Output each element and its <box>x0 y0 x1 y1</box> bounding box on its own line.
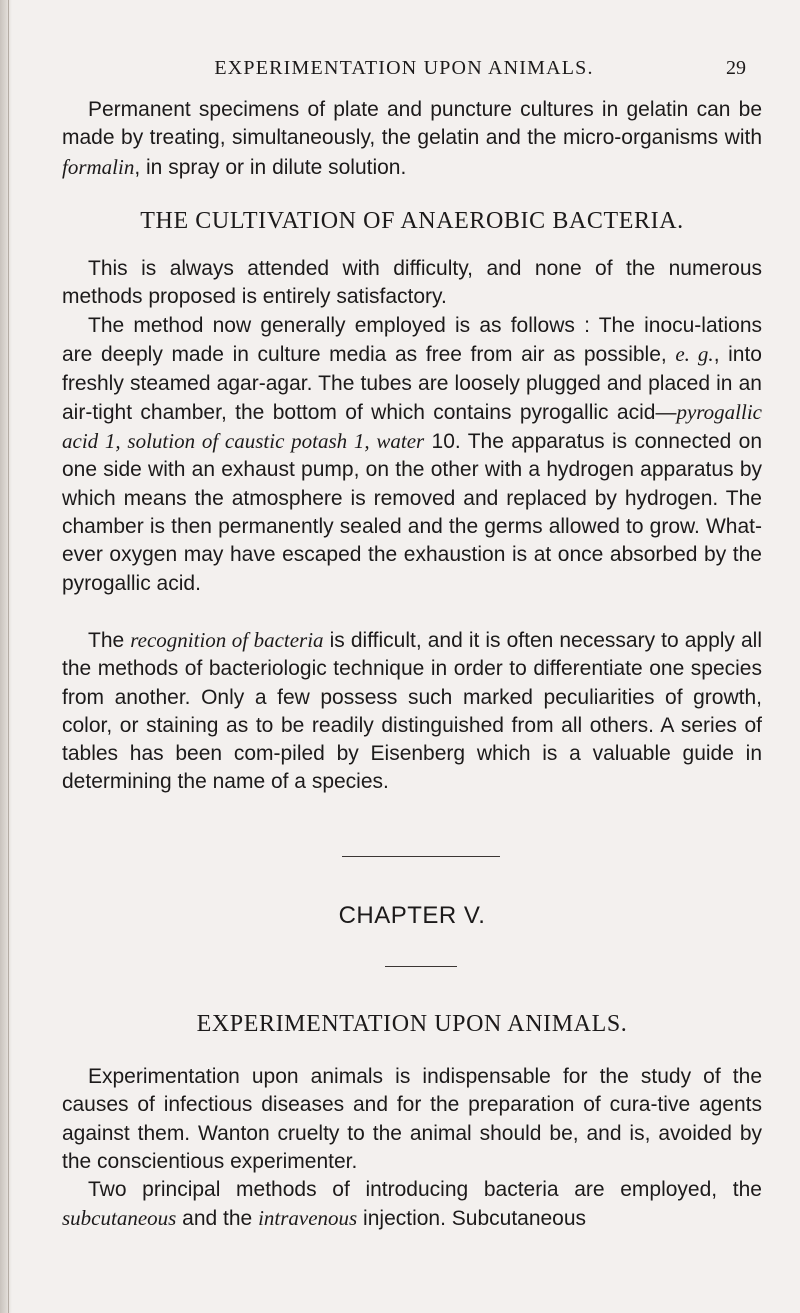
paragraph-method <box>62 312 762 598</box>
p4-text-a: The <box>88 629 131 652</box>
chapter-title: EXPERIMENTATION UPON ANIMALS. <box>196 1011 628 1037</box>
p3-text-i: 10. The apparatus is connected on one side with an exhaust pump, on the other with a hydrogen apparatus by which means the atmosphere is removed and replaced by hydrogen. The chamber is then permanently sealed and the germs allowed to grow. What-ever oxygen may have escaped the exhaustion is at once absorbed by the pyrogallic acid. <box>62 430 763 595</box>
chapter-rule-bottom <box>385 966 457 967</box>
p6-text-e: injection. Subcutaneous <box>357 1207 587 1231</box>
p1-italic-formalin: formalin <box>62 154 135 179</box>
p3-italic-pyrogallic: pyrogallic acid <box>62 399 762 454</box>
p6-text-a: Two principal methods of introducing bacteria are employed, the <box>88 1178 762 1201</box>
paragraph-recognition <box>62 626 762 797</box>
p1-text-a: Permanent specimens of plate and puncture cultures in gelatin can be made by treating, simultaneously, the gelatin and the micro-organisms with <box>62 98 762 150</box>
paragraph-formalin <box>62 96 762 182</box>
binding-edge <box>0 0 12 1313</box>
page-header <box>62 57 746 81</box>
p3-text-a: The method now generally employed is as follows : The inocu-lations are deeply made in culture media as free from air as possible, <box>62 314 762 367</box>
p1-text-c: , in spray or in dilute solution. <box>134 155 407 179</box>
p3-italic-1b: 1, <box>347 429 377 454</box>
p4-text-c: is difficult, and it is often necessary to apply all the methods of bacteriologic technique in order to differentiate one species from another. Only a few possess such marked peculiarities of growth, color, or staining as to be readily distinguished from all others. A series of tables has been com-piled by Eisenberg which is a valuable guide in determining the name of a species. <box>62 629 762 794</box>
chapter-heading: CHAPTER V. <box>338 902 486 929</box>
p3-text-c: , into freshly steamed agar-agar. The tubes are loosely plugged and placed in an air-tight chamber, the bottom of which contains pyrogallic acid— <box>62 343 762 424</box>
p3-italic-potash: solution of caustic potash <box>127 429 348 454</box>
p3-italic-water: water <box>376 429 425 454</box>
p6-text-c: and the <box>176 1207 259 1231</box>
paragraph-difficulty: This is always attended with difficulty, and none of the numerous methods proposed is entirely satisfactory. <box>62 257 762 309</box>
p4-italic-recognition: recognition of bacteria <box>130 628 324 652</box>
running-head: EXPERIMENTATION UPON ANIMALS. <box>214 57 594 79</box>
paragraph-experimentation: Experimentation upon animals is indispensable for the study of the causes of infectious diseases and for the preparation of cura-tive agents against them. Wanton cruelty to the animal should be, and is, avoided by the conscientious experimenter. <box>62 1065 762 1173</box>
p6-italic-intravenous: intravenous <box>258 1206 358 1231</box>
p3-italic-1a: 1, <box>98 429 128 454</box>
page-number: 29 <box>726 57 746 79</box>
paragraph-methods <box>62 1176 762 1234</box>
p3-italic-eg: e. g. <box>675 342 714 367</box>
section-heading-anaerobic: THE CULTIVATION OF ANAEROBIC BACTERIA. <box>140 208 684 234</box>
binding-edge-line <box>8 0 9 1313</box>
chapter-rule-top <box>342 856 500 857</box>
p6-italic-subcutaneous: subcutaneous <box>62 1206 177 1231</box>
